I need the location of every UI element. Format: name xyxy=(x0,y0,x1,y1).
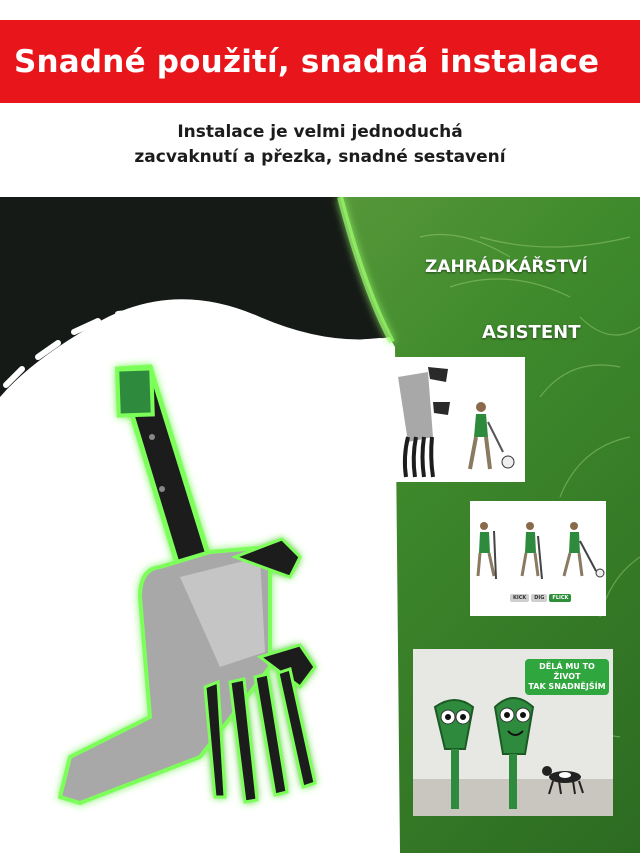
subtitle xyxy=(0,120,640,170)
step-labels xyxy=(510,594,571,602)
person-kick xyxy=(478,522,496,579)
person-using-tool xyxy=(470,402,514,469)
step-kick: KICK xyxy=(510,594,529,602)
step-dig: DIG xyxy=(531,594,547,602)
subtitle-line-1: Instalace je velmi jednoduchá xyxy=(177,122,463,142)
label-assistant: ASISTENT xyxy=(482,322,581,343)
speech-bubble-text: DĚLÁ MU TO ŽIVOT TAK SNADNĚJŠÍM xyxy=(528,662,606,691)
panel-tool-with-user xyxy=(388,357,525,482)
label-gardening: ZAHRÁDKÁŘSTVÍ xyxy=(425,257,588,277)
panel-steps xyxy=(470,501,606,616)
panel-cartoon xyxy=(413,649,613,816)
garden-tool-attachment-small xyxy=(398,367,450,477)
product-scene xyxy=(0,197,640,853)
step-flick: FLICK xyxy=(549,594,571,602)
person-dig xyxy=(522,522,542,579)
header-title: Snadné použití, snadná instalace xyxy=(14,43,600,80)
person-flick xyxy=(564,522,604,577)
header-banner xyxy=(0,20,640,103)
speech-bubble xyxy=(525,659,609,695)
subtitle-line-2: zacvaknutí a přezka, snadné sestavení xyxy=(134,147,506,167)
